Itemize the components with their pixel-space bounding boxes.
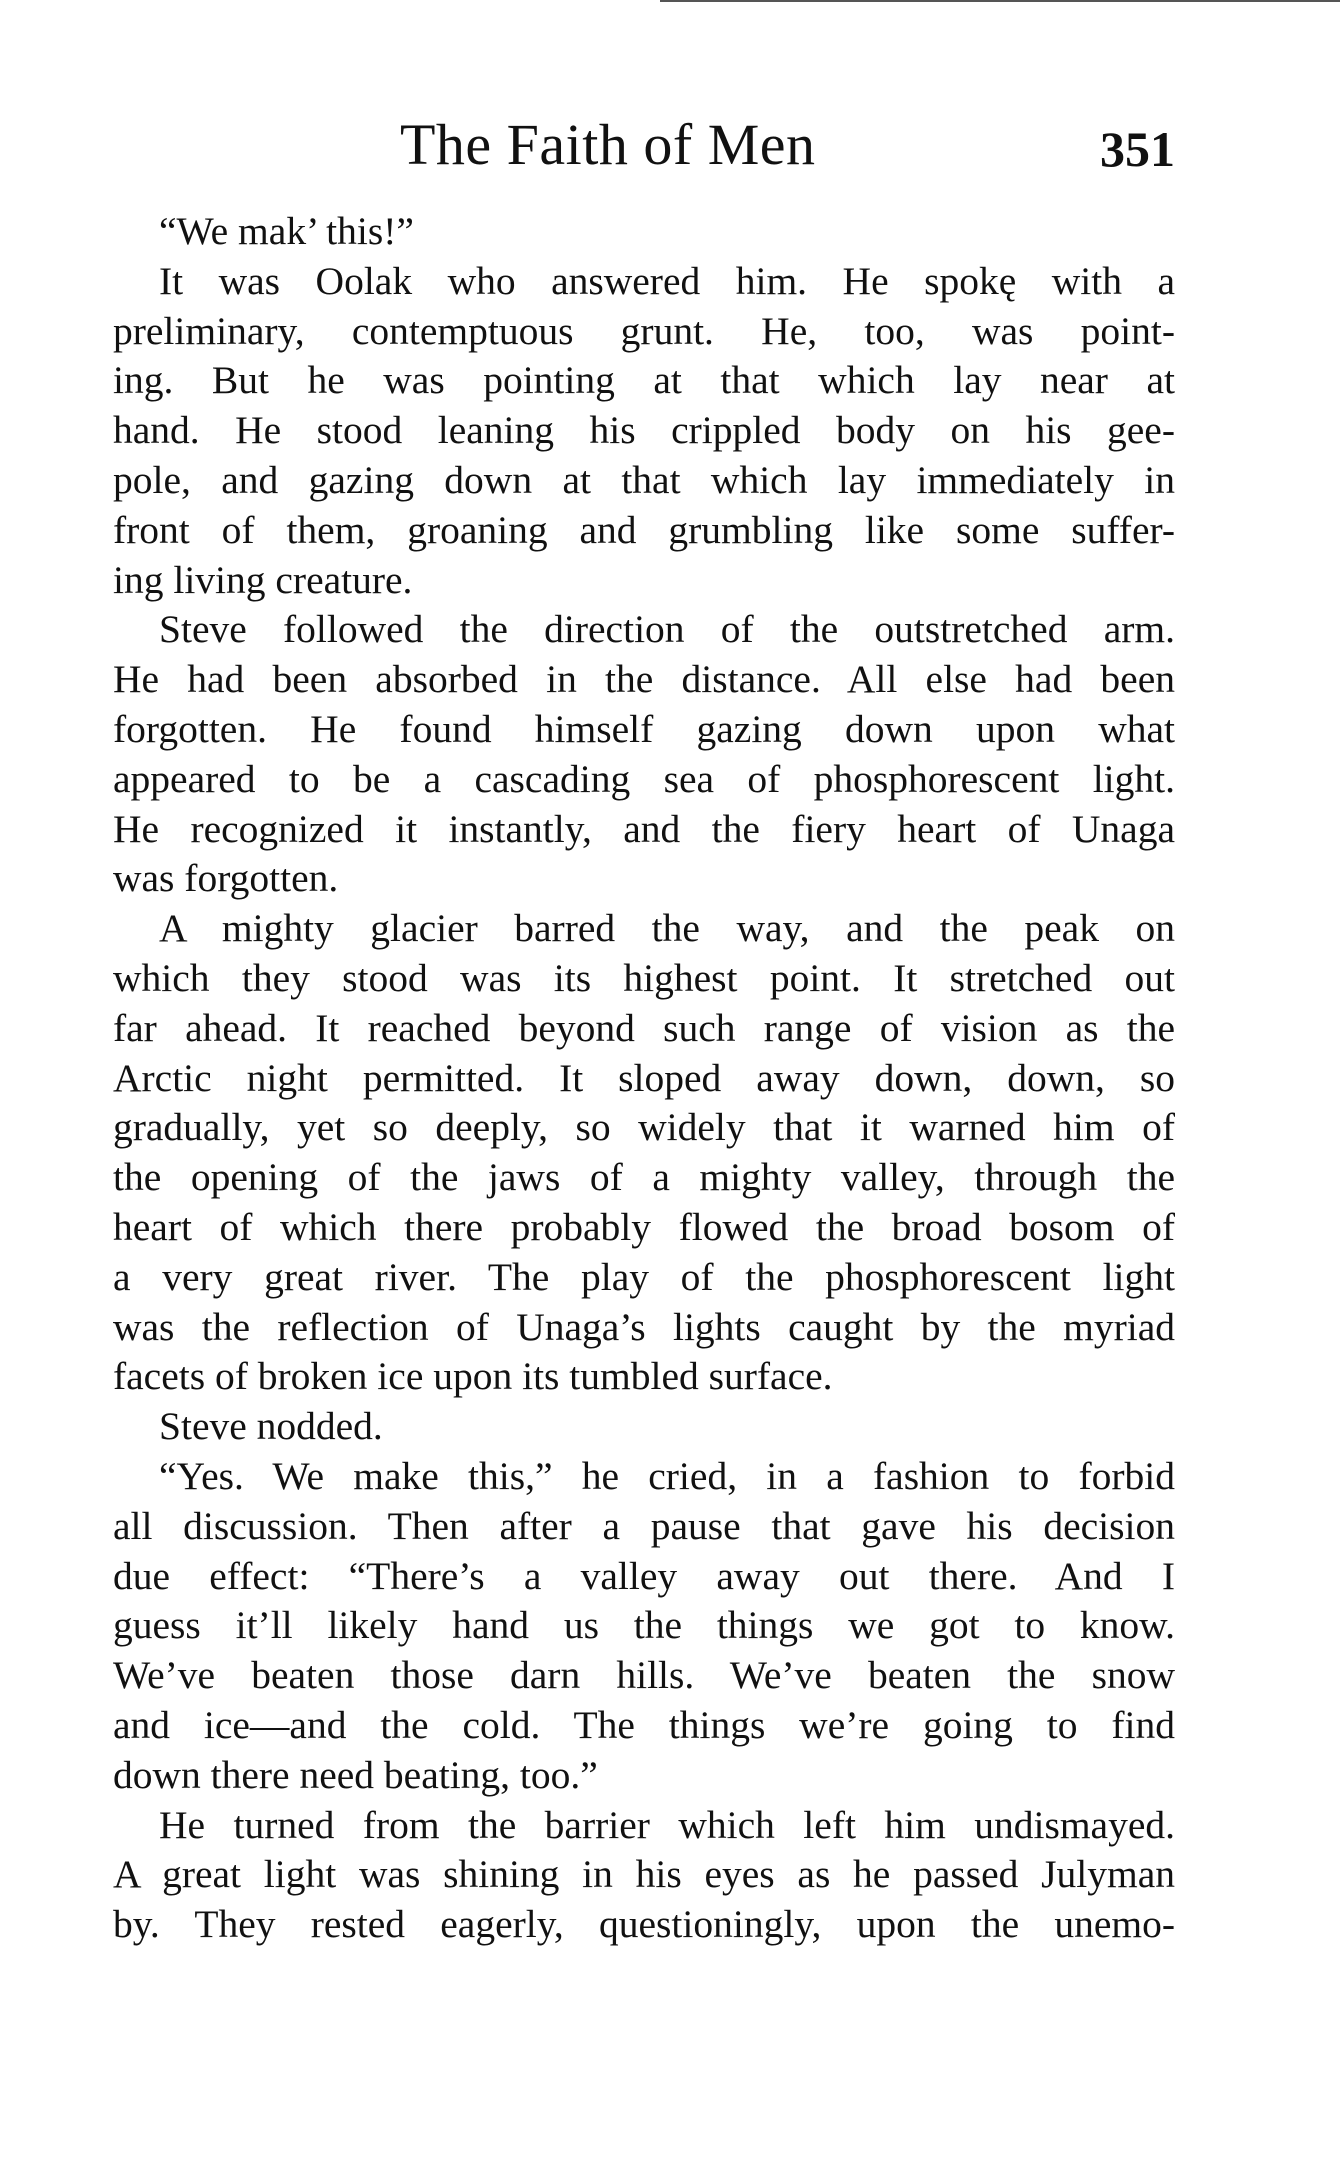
text-line: hand. He stood leaning his crippled body on his gee- <box>113 408 1175 453</box>
text-line: front of them, groaning and grumbling like some suffer- <box>113 507 1175 552</box>
text-line: preliminary, contemptuous grunt. He, too, was point- <box>113 308 1175 353</box>
text-line: Steve nodded. <box>159 1404 383 1449</box>
text-line: gradually, yet so deeply, so widely that it warned him of <box>113 1105 1175 1150</box>
text-line: We’ve beaten those darn hills. We’ve beaten the snow <box>113 1653 1175 1698</box>
text-line: ing living creature. <box>113 557 413 602</box>
text-line: It was Oolak who answered him. He spokę with a <box>159 258 1175 303</box>
text-line: which they stood was its highest point. It stretched out <box>113 955 1175 1000</box>
text-line: “Yes. We make this,” he cried, in a fashion to forbid <box>159 1453 1175 1498</box>
text-line: He turned from the barrier which left him undismayed. <box>159 1802 1175 1847</box>
text-line: He recognized it instantly, and the fiery heart of Unaga <box>113 806 1175 851</box>
page-header <box>113 105 1175 185</box>
text-line: was the reflection of Unaga’s lights caught by the myriad <box>113 1304 1175 1349</box>
text-line: facets of broken ice upon its tumbled surface. <box>113 1354 833 1399</box>
text-line: pole, and gazing down at that which lay immediately in <box>113 457 1175 502</box>
page-number: 351 <box>1100 121 1175 177</box>
text-line: Steve followed the direction of the outstretched arm. <box>159 607 1175 652</box>
running-title: The Faith of Men <box>400 112 816 177</box>
text-line: “We mak’ this!” <box>159 209 414 253</box>
text-line: all discussion. Then after a pause that gave his decision <box>113 1503 1175 1548</box>
text-line: the opening of the jaws of a mighty valley, through the <box>113 1155 1175 1200</box>
text-line: heart of which there probably flowed the broad bosom of <box>113 1204 1175 1249</box>
text-line: was forgotten. <box>113 856 339 901</box>
text-line: due effect: “There’s a valley away out there. And I <box>113 1553 1175 1598</box>
top-edge-rule <box>660 0 1340 2</box>
text-line: appeared to be a cascading sea of phosphorescent light. <box>113 756 1175 801</box>
text-line: ing. But he was pointing at that which lay near at <box>113 358 1175 403</box>
text-line: guess it’ll likely hand us the things we got to know. <box>113 1603 1175 1648</box>
text-line: A mighty glacier barred the way, and the peak on <box>159 906 1175 951</box>
text-line: Arctic night permitted. It sloped away down, down, so <box>113 1055 1175 1100</box>
text-line: He had been absorbed in the distance. All else had been <box>113 657 1175 702</box>
body-text <box>113 207 1175 1950</box>
text-line: by. They rested eagerly, questioningly, upon the unemo- <box>113 1902 1175 1947</box>
text-line: a very great river. The play of the phosphorescent light <box>113 1254 1175 1299</box>
text-line: A great light was shining in his eyes as he passed Julyman <box>113 1852 1175 1897</box>
text-line: forgotten. He found himself gazing down upon what <box>113 706 1175 751</box>
text-line: down there need beating, too.” <box>113 1752 598 1797</box>
text-line: far ahead. It reached beyond such range of vision as the <box>113 1005 1175 1050</box>
text-line: and ice—and the cold. The things we’re going to find <box>113 1702 1175 1747</box>
